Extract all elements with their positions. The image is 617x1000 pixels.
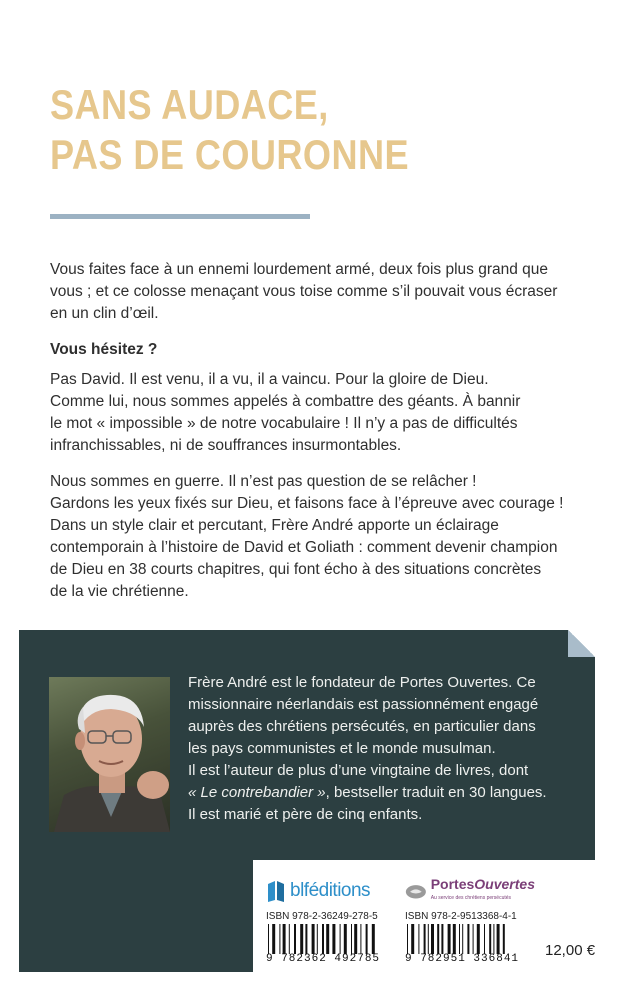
folded-corner: [568, 630, 595, 657]
barcode-bar: [332, 924, 335, 954]
barcode-bar: [424, 924, 426, 954]
barcode-bar: [317, 924, 318, 954]
text-line: de la vie chrétienne.: [50, 583, 189, 600]
text-line: Vous faites face à un ennemi lourdement armé, deux fois plus grand que: [50, 261, 549, 278]
barcode-bar: [305, 924, 307, 954]
barcode-bar: [351, 924, 352, 954]
price: 12,00 €: [545, 942, 596, 959]
barcode-bar: [448, 924, 451, 954]
barcode-area: [253, 860, 595, 972]
blf-isbn: ISBN 978-2-36249-278-5: [266, 911, 378, 922]
barcode-bar: [441, 924, 443, 954]
barcode-bar: [322, 924, 324, 954]
barcode-bar: [503, 924, 505, 954]
barcode-bar: [294, 924, 296, 954]
blf-barcode-block: [266, 876, 396, 965]
text-line: Dans un style clair et percutant, Frère André apporte un éclairage: [50, 517, 499, 534]
blf-barcode: [266, 924, 388, 954]
po-barcode: [405, 924, 527, 954]
bio-line: auprès des chrétiens persécutés, en particulier dans: [188, 718, 536, 735]
blf-ean: 9 782362 492785: [266, 953, 381, 965]
bio-line-book: [188, 782, 588, 804]
bio-line: les pays communistes et le monde musulman.: [188, 740, 496, 757]
barcode-bar: [453, 924, 456, 954]
text-line: Comme lui, nous sommes appelés à combattre des géants. À bannir: [50, 393, 521, 410]
barcode-bar: [489, 924, 491, 954]
po-logo-italic: Ouvertes: [474, 876, 535, 892]
barcode-bar: [344, 924, 347, 954]
text-line: infranchissables, ni de souffrances insurmontables.: [50, 437, 402, 454]
blf-logo: [266, 876, 396, 906]
bio-line: Frère André est le fondateur de Portes Ouvertes. Ce: [188, 674, 536, 691]
po-ean: 9 782951 336841: [405, 953, 520, 965]
bio-line: missionnaire néerlandais est passionnément engagé: [188, 696, 539, 713]
question-heading: Vous hésitez ?: [50, 341, 158, 358]
barcode-bar: [354, 924, 357, 954]
barcode-bar: [462, 924, 463, 954]
po-logo-main: Portes: [430, 876, 475, 892]
po-logo-text: [431, 877, 535, 905]
po-stone-icon: [405, 880, 427, 902]
barcode-bar: [326, 924, 329, 954]
bio-line: Il est marié et père de cinq enfants.: [188, 806, 423, 823]
barcode-bar: [279, 924, 280, 954]
text-line: Pas David. Il est venu, il a vu, il a vaincu. Pour la gloire de Dieu.: [50, 371, 489, 388]
text-line: contemporain à l’histoire de David et Goliath : comment devenir champion: [50, 539, 558, 556]
barcode-bar: [411, 924, 414, 954]
text-line: en un clin d’œil.: [50, 305, 159, 322]
barcode-bar: [428, 924, 429, 954]
text-line: Nous sommes en guerre. Il n’est pas question de se relâcher !: [50, 473, 477, 490]
title-divider: [50, 214, 310, 219]
text-line: de Dieu en 38 courts chapitres, qui font écho à des situations concrètes: [50, 561, 542, 578]
po-logo: [405, 876, 535, 906]
text-line: vous ; et ce colosse menaçant vous toise comme s’il pouvait vous écraser: [50, 283, 558, 300]
barcode-bar: [484, 924, 485, 954]
barcode-bar: [431, 924, 434, 954]
title-line-1: SANS AUDACE,: [50, 81, 329, 128]
po-isbn: ISBN 978-2-9513368-4-1: [405, 911, 517, 922]
title-line-2: PAS DE COURONNE: [50, 131, 409, 178]
barcode-bar: [407, 924, 408, 954]
barcode-bar: [272, 924, 275, 954]
barcode-bar: [283, 924, 286, 954]
barcode-bar: [477, 924, 480, 954]
barcode-bar: [340, 924, 341, 954]
barcode-bar: [268, 924, 269, 954]
barcode-bar: [312, 924, 315, 954]
bio-line: Il est l’auteur de plus d’une vingtaine de livres, dont: [188, 762, 529, 779]
text-line: Gardons les yeux fixés sur Dieu, et faisons face à l’épreuve avec courage !: [50, 495, 564, 512]
barcode-bar: [437, 924, 439, 954]
blf-logo-text: blféditions: [290, 880, 371, 901]
book-reference-rest: , bestseller traduit en 30 langues.: [325, 784, 547, 801]
barcode-bar: [418, 924, 419, 954]
barcode-bar: [493, 924, 494, 954]
barcode-bar: [467, 924, 469, 954]
book-title: [50, 80, 409, 180]
barcode-bar: [372, 924, 375, 954]
war-paragraph: [50, 471, 580, 603]
book-reference: « Le contrebandier »: [188, 784, 326, 801]
po-barcode-block: [405, 876, 535, 965]
barcode-bar: [366, 924, 368, 954]
barcode-bar: [360, 924, 361, 954]
text-line: le mot « impossible » de notre vocabulaire ! Il n’y a pas de difficultés: [50, 415, 518, 432]
intro-paragraph: [50, 259, 580, 325]
barcode-bar: [289, 924, 290, 954]
author-bio: [188, 672, 588, 826]
blf-book-icon: [266, 880, 286, 902]
barcode-bar: [497, 924, 500, 954]
po-logo-sub: Au service des chrétiens persécutés: [430, 895, 512, 901]
author-photo: [49, 677, 170, 832]
david-paragraph: [50, 369, 580, 457]
barcode-bar: [300, 924, 303, 954]
barcode-bar: [473, 924, 474, 954]
barcode-bar: [459, 924, 460, 954]
blurb: [50, 259, 580, 603]
